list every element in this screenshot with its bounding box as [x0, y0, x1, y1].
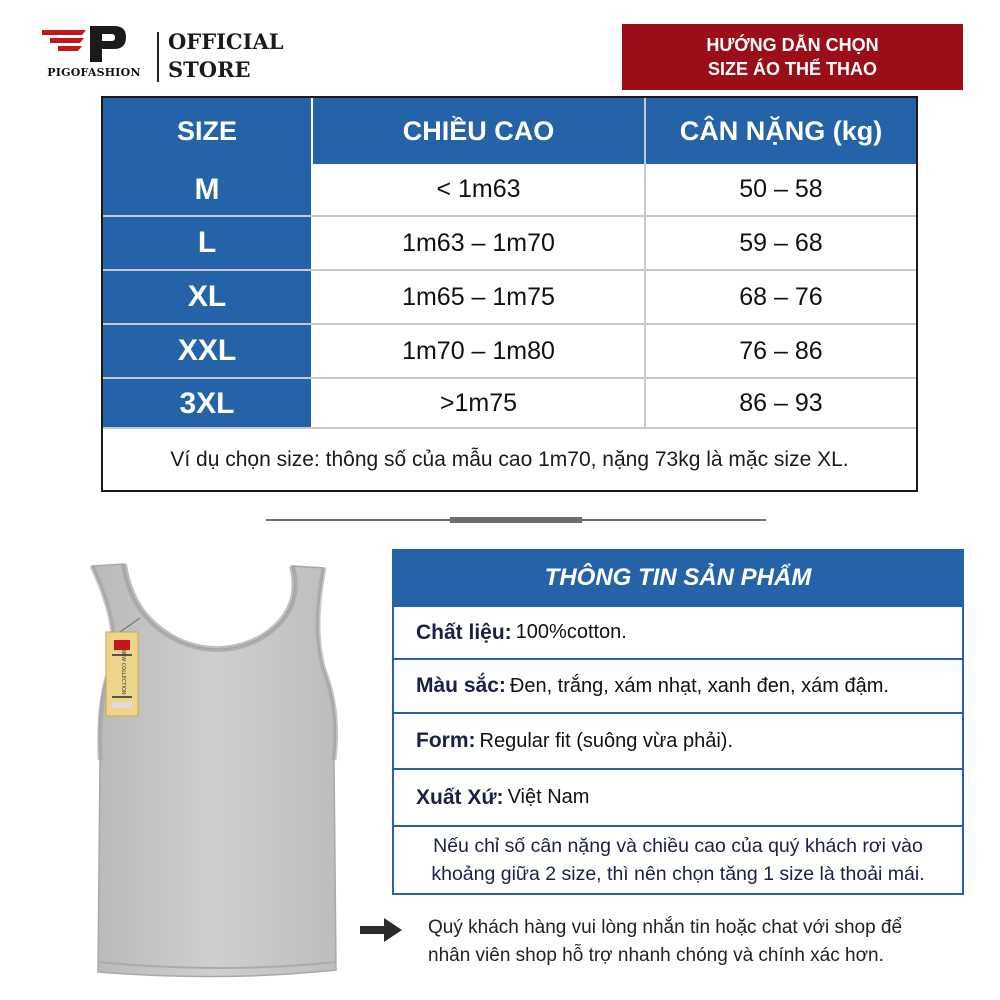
weight-cell: 76 – 86 [739, 336, 823, 365]
height-cell: 1m63 – 1m70 [402, 228, 555, 257]
store-label: STORE [168, 57, 251, 82]
header-weight: CÂN NẶNG (kg) [646, 98, 916, 164]
material-value: 100%cotton. [515, 621, 627, 643]
info-row-material [394, 605, 962, 658]
arrow-right-icon [360, 918, 404, 942]
size-cell: XXL [103, 325, 311, 377]
form-value: Regular fit (suông vừa phải). [479, 729, 734, 752]
info-row-colors [394, 658, 962, 712]
form-label: Form: [416, 729, 476, 752]
brand-name: PIGOFASHION [47, 66, 141, 79]
origin-value: Việt Nam [507, 786, 590, 808]
separator-accent [450, 517, 582, 523]
info-row-form [394, 712, 962, 768]
material-label: Chất liệu: [416, 620, 512, 644]
advice-line-2: khoảng giữa 2 size, thì nên chọn tăng 1 size là thoải mái. [431, 863, 925, 885]
weight-cell: 59 – 68 [739, 228, 823, 257]
size-cell: XL [103, 271, 311, 323]
size-advice-note [394, 825, 962, 893]
contact-line-2: nhân viên shop hỗ trợ nhanh chóng và chính xác hơn. [428, 945, 884, 966]
header-height: CHIỀU CAO [313, 98, 644, 164]
banner-line-1: HƯỚNG DẪN CHỌN [706, 35, 879, 55]
height-cell: 1m70 – 1m80 [402, 336, 555, 365]
colors-label: Màu sắc: [416, 674, 506, 697]
weight-cell: 68 – 76 [739, 282, 823, 311]
banner-line-2: SIZE ÁO THỂ THAO [707, 59, 877, 79]
height-cell: >1m75 [439, 388, 518, 417]
size-cell: 3XL [103, 379, 311, 429]
header-size: SIZE [103, 98, 311, 164]
weight-cell: 86 – 93 [739, 388, 823, 417]
official-store-label [168, 28, 284, 84]
header-divider [311, 98, 313, 164]
product-info-title: THÔNG TIN SẢN PHẨM [394, 551, 962, 605]
weight-cell: 50 – 58 [739, 175, 823, 203]
origin-label: Xuất Xứ: [416, 785, 504, 809]
official-label: OFFICIAL [168, 29, 284, 54]
size-chart-table [101, 96, 918, 492]
contact-message [428, 914, 968, 970]
header-divider [157, 32, 159, 82]
size-guide-banner [622, 24, 963, 90]
info-row-origin [394, 768, 962, 825]
contact-line-1: Quý khách hàng vui lòng nhắn tin hoặc chat với shop để [428, 917, 903, 938]
size-example-note: Ví dụ chọn size: thông số của mẫu cao 1m70, nặng 73kg là mặc size XL. [170, 447, 849, 471]
tank-top-image [62, 560, 380, 980]
size-cell: M [103, 164, 311, 215]
advice-line-1: Nếu chỉ số cân nặng và chiều cao của quý khách rơi vào [433, 835, 923, 857]
colors-value: Đen, trắng, xám nhạt, xanh đen, xám đậm. [509, 674, 889, 697]
height-cell: < 1m63 [436, 175, 521, 203]
size-cell: L [103, 217, 311, 269]
hang-tag-text: NEW COLLECTION [120, 649, 126, 695]
height-cell: 1m65 – 1m75 [402, 282, 555, 311]
product-info-table [392, 549, 964, 895]
